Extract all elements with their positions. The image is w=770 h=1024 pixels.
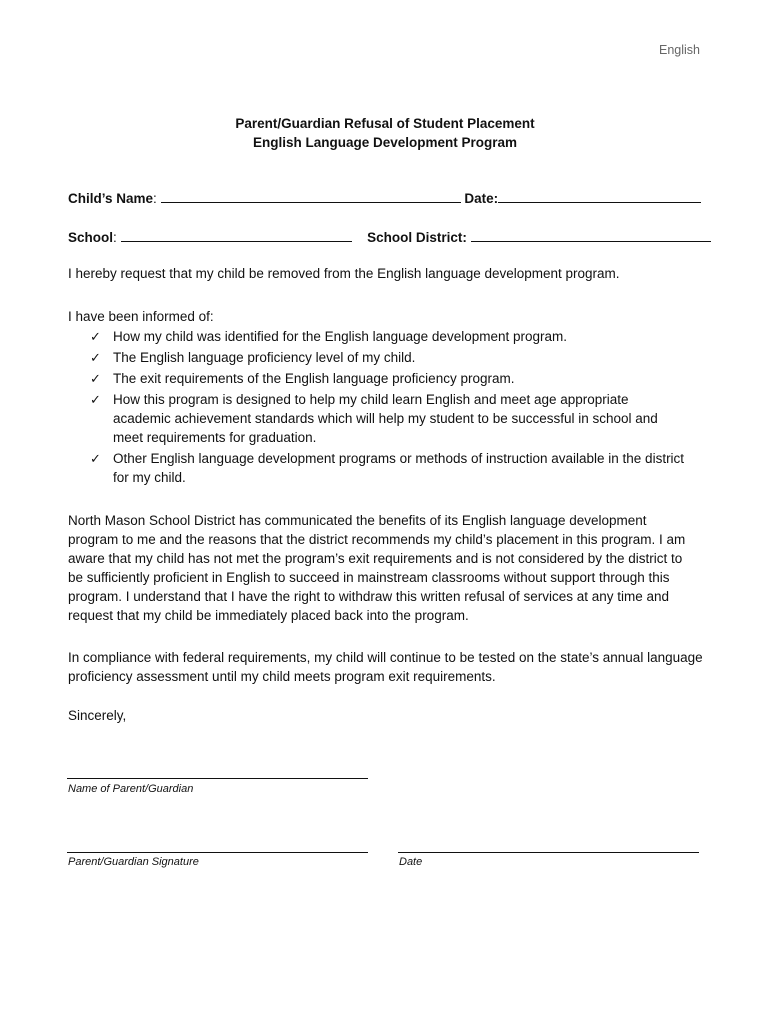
language-tag: English	[659, 43, 700, 57]
form-title	[0, 114, 770, 152]
school-row	[68, 228, 711, 245]
closing-text: Sincerely,	[68, 708, 127, 723]
date-field[interactable]	[498, 189, 701, 203]
district-paragraph: North Mason School District has communicated the benefits of its English language development program to me and the reasons that the district recommends my child’s placement in this program. I am aware that my child has not met the program’s exit requirements and is not considered by the district to be sufficiently proficient in English to succeed in mainstream classrooms without support through this program. I understand that I have the right to withdraw this written refusal of services at any time and request that my child be immediately placed back into the program.	[68, 513, 686, 623]
checkmark-icon: ✓	[90, 392, 101, 407]
school-district-field[interactable]	[471, 228, 711, 242]
signature-date-label: Date	[399, 856, 423, 868]
school-district-label: School District:	[367, 230, 467, 245]
date-label: Date:	[464, 191, 499, 206]
list-item-text: The exit requirements of the English language proficiency program.	[113, 371, 515, 386]
list-item-text: Other English language development programs or methods of instruction available in the district for my child.	[113, 451, 685, 485]
signature-date-line[interactable]	[398, 852, 699, 853]
child-name-label: Child’s Name	[68, 191, 154, 206]
request-statement: I hereby request that my child be removed from the English language development program.	[68, 266, 620, 281]
parent-name-label: Name of Parent/Guardian	[68, 783, 194, 795]
form-title-line-1: Parent/Guardian Refusal of Student Placement	[235, 116, 535, 131]
informed-intro: I have been informed of:	[68, 309, 214, 324]
school-field[interactable]	[121, 228, 352, 242]
school-colon: :	[113, 230, 117, 245]
informed-list	[90, 327, 690, 489]
parent-name-line[interactable]	[67, 778, 368, 779]
list-item-text: How this program is designed to help my child learn English and meet age appropriate academic achievement standards which will help my student to be successful in school and meet requirements for graduation.	[113, 392, 658, 445]
signature-label: Parent/Guardian Signature	[68, 856, 199, 868]
checkmark-icon: ✓	[90, 371, 101, 386]
compliance-paragraph: In compliance with federal requirements, my child will continue to be tested on the state’s annual language proficiency assessment until my child meets program exit requirements.	[68, 650, 703, 684]
form-title-line-2: English Language Development Program	[252, 135, 518, 150]
list-item	[90, 348, 690, 367]
list-item-text: The English language proficiency level of my child.	[113, 350, 416, 365]
list-item	[90, 390, 690, 447]
school-label: School	[68, 230, 114, 245]
list-item	[90, 449, 690, 487]
child-name-row	[68, 189, 701, 206]
child-name-colon: :	[153, 191, 157, 206]
list-item-text: How my child was identified for the English language development program.	[113, 329, 567, 344]
checkmark-icon: ✓	[90, 451, 101, 466]
child-name-field[interactable]	[161, 189, 461, 203]
list-item	[90, 327, 690, 346]
checkmark-icon: ✓	[90, 329, 101, 344]
list-item	[90, 369, 690, 388]
signature-line[interactable]	[67, 852, 368, 853]
checkmark-icon: ✓	[90, 350, 101, 365]
